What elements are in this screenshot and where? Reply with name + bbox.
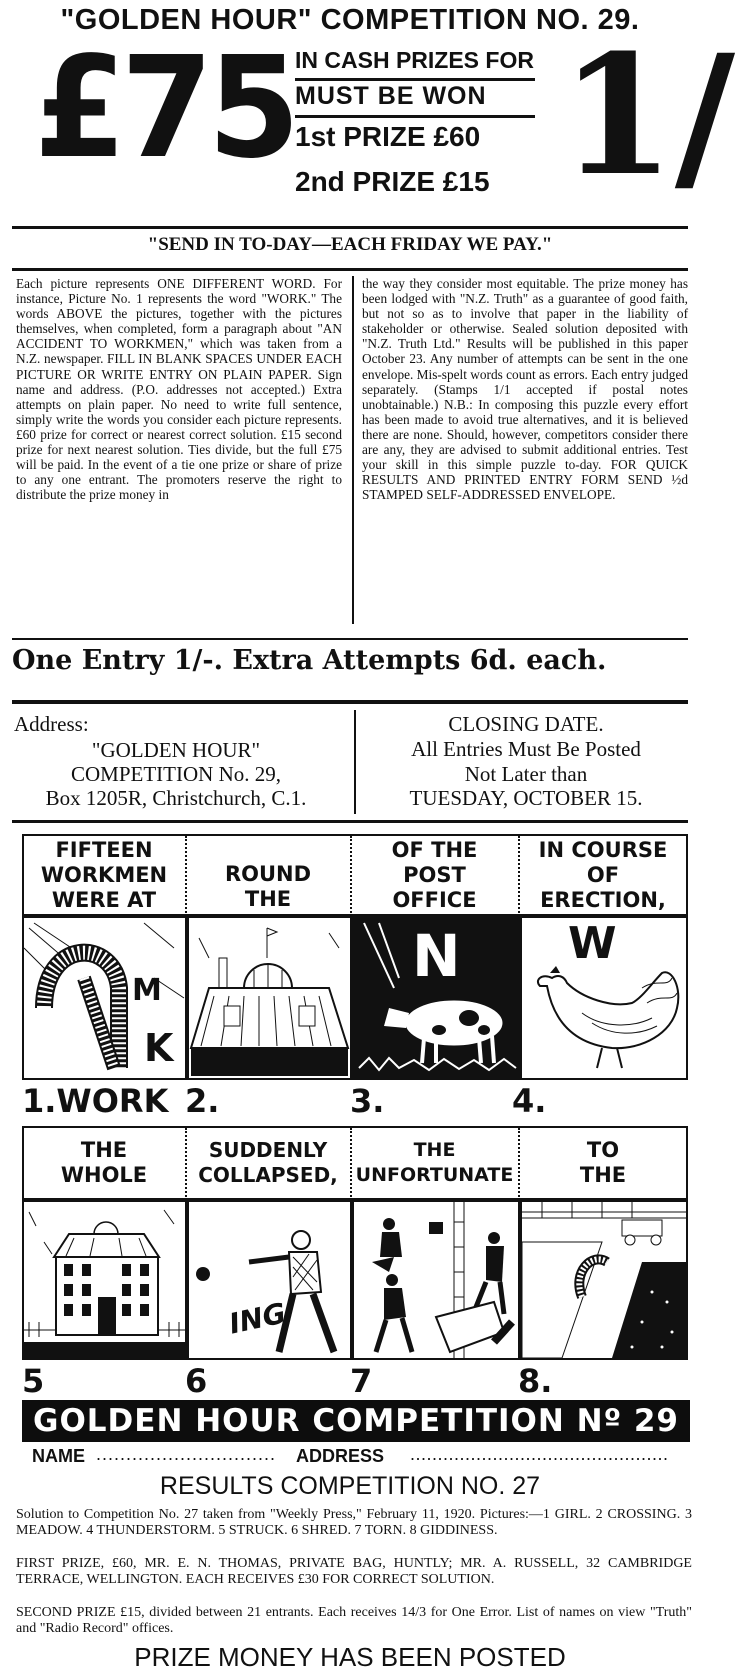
address-field[interactable]: ............................................... — [410, 1444, 669, 1464]
prize-line-2: MUST BE WON — [295, 82, 487, 110]
address-line-3: Box 1205R, Christchurch, C.1. — [45, 786, 307, 810]
clue-word: ERECTION, — [540, 888, 666, 912]
number-3: 3. — [350, 1082, 385, 1120]
results-solution: Solution to Competition No. 27 taken from "Weekly Press," February 11, 1920. Pictures:—1 GIRL. 2 CROSSING. 3 MEADOW. 4 THUNDERSTORM. 5 STRUCK. 6 SHRED. 7 TORN. 8 GIDDINESS. — [16, 1507, 692, 1538]
clue-words-6 — [187, 1138, 349, 1188]
number-2: 2. — [185, 1082, 220, 1120]
entry-fee-line: One Entry 1/-. Extra Attempts 6d. each. — [12, 645, 607, 676]
picture-letter-m: M — [132, 973, 162, 1008]
clue-word: THE — [80, 1138, 128, 1162]
prize-amount: £75 — [34, 27, 295, 190]
clue-words-5 — [24, 1138, 184, 1188]
clue-word: UNFORTUNATE — [355, 1164, 514, 1186]
clue-word: IN COURSE — [538, 838, 668, 862]
picture-5 — [22, 1200, 187, 1360]
clue-word: OF THE — [391, 838, 478, 862]
picture-letters-ing: ING — [226, 1296, 289, 1341]
clue-word: THE — [244, 887, 292, 911]
send-line: "SEND IN TO-DAY—EACH FRIDAY WE PAY." — [147, 234, 553, 255]
picture-letter-w: W — [568, 918, 617, 969]
bowler-illustration — [189, 1202, 350, 1358]
prize-line-1: IN CASH PRIZES FOR — [295, 47, 534, 73]
entry-rule-top — [12, 638, 688, 640]
rules-text-left: Each picture represents ONE DIFFERENT WORD. For instance, Picture No. 1 represents the word "WORK." The words ABOVE the pictures, together with the pictures themselves, when completed, form a paragraph about "AN ACCIDENT TO WORKMEN," which was taken from a N.Z. newspaper. FILL IN BLANK SPACES UNDER EACH PICTURE OR WRITE ENTRY ON PLAIN PAPER. Sign name and address. (P.O. addresses not accepted.) Extra attempts on plain paper. No need to write full sentence, simply write the words you consider each picture represents. £60 prize for correct or nearest correct solution. £15 second prize for next nearest solution. Ties divide, but the full £75 will be paid. In the event of a tie one prize or share of prize to any one entrant. The promoters reserve the right to distribute the prize money in — [16, 276, 342, 503]
falling-workmen-illustration — [354, 1202, 518, 1358]
number-6: 6 — [185, 1362, 208, 1400]
address-line-2: COMPETITION No. 29, — [71, 762, 281, 786]
clue-word: OF — [586, 863, 620, 887]
name-label: NAME — [32, 1446, 85, 1466]
competition-title: "GOLDEN HOUR" COMPETITION NO. 29. — [60, 4, 640, 36]
send-rule — [12, 268, 688, 271]
clue-word: FIFTEEN — [55, 838, 153, 862]
picture-letter-k: K — [144, 1026, 174, 1070]
name-field[interactable]: .............................. — [96, 1444, 277, 1464]
clue-word: COLLAPSED, — [198, 1163, 338, 1187]
picture-4 — [520, 916, 688, 1080]
clue-words-7 — [352, 1138, 517, 1188]
prize-divider — [295, 115, 535, 118]
clue-word: THE — [579, 1163, 627, 1187]
picture-3 — [352, 916, 520, 1080]
results-second-prize: SECOND PRIZE £15, divided between 21 entrants. Each receives 14/3 for One Error. List of names on view "Truth" and "Radio Record" offices. — [16, 1605, 692, 1636]
clue-word: TO — [586, 1138, 620, 1162]
number-8: 8. — [518, 1362, 553, 1400]
number-4: 4. — [512, 1082, 547, 1120]
address-label-form: ADDRESS — [296, 1446, 385, 1466]
puzzle-rule — [12, 820, 688, 823]
clue-word: THE — [413, 1139, 456, 1161]
address-line-1: "GOLDEN HOUR" — [91, 738, 261, 762]
picture-2 — [187, 916, 352, 1080]
picture-7 — [352, 1200, 520, 1360]
first-prize: 1st PRIZE £60 — [295, 121, 481, 152]
entry-rule-bottom — [12, 700, 688, 704]
post-office-illustration — [189, 918, 350, 1078]
results-heading: RESULTS COMPETITION NO. 27 — [159, 1472, 541, 1500]
picture-8 — [520, 1200, 688, 1360]
clue-word: SUDDENLY — [208, 1138, 328, 1162]
clue-words-3 — [352, 838, 517, 913]
number-5: 5 — [22, 1362, 45, 1400]
example-answer: WORK — [56, 1082, 169, 1120]
closing-line-1: CLOSING DATE. — [448, 712, 604, 736]
clue-word: WORKMEN — [40, 863, 168, 887]
second-prize: 2nd PRIZE £15 — [295, 166, 490, 197]
clue-word: POST — [403, 863, 466, 887]
closing-line-2: All Entries Must Be Posted — [411, 737, 641, 761]
clue-word: WHOLE — [60, 1163, 148, 1187]
number-label: 1. — [22, 1082, 57, 1120]
number-7: 7 — [350, 1362, 373, 1400]
street-illustration — [522, 1202, 686, 1358]
prize-divider — [295, 78, 535, 81]
header-rule — [12, 226, 688, 229]
clue-word: WERE AT — [51, 888, 157, 912]
entry-fee-text: 1/ — [560, 18, 735, 212]
address-label: Address: — [14, 712, 89, 736]
prize-posted-footer: PRIZE MONEY HAS BEEN POSTED — [134, 1642, 566, 1672]
clue-words-4 — [520, 838, 686, 913]
results-first-prize: FIRST PRIZE, £60, MR. E. N. THOMAS, PRIVATE BAG, HUNTLY; MR. A. RUSSELL, 32 CAMBRIDGE TERRACE, WELLINGTON. EACH RECEIVES £30 FOR CORRECT SOLUTION. — [16, 1556, 692, 1587]
picture-letter-n: N — [412, 922, 461, 990]
closing-line-3: Not Later than — [464, 762, 588, 786]
clue-word: OFFICE — [392, 888, 477, 912]
building-illustration — [24, 1202, 185, 1358]
entry-fee-big — [560, 18, 735, 212]
column-divider — [352, 276, 354, 624]
rules-text-right: the way they consider most equitable. The prize money has been lodged with "N.Z. Truth" as a guarantee of good faith, but not so as to involve that paper in the liability of stakeholder or otherwise. Sealed solution deposited with "N.Z. Truth Ltd." Results will be published in this paper October 23. Any number of attempts can be sent in the one envelope. Mis-spelt words count as errors. Each entry judged separately. (Stamps 1/1 accepted if postal notes unobtainable.) N.B.: In composing this puzzle every effort has been made to avoid true alternatives, and it is believed there are none. Should, however, competitors consider there are any, they are advised to submit additional entries. Test your skill in this simple puzzle to-day. FOR QUICK RESULTS AND PRINTED ENTRY FORM SEND ½d STAMPED SELF-ADDRESSED ENVELOPE. — [362, 276, 688, 503]
closing-line-4: TUESDAY, OCTOBER 15. — [409, 786, 643, 810]
picture-6 — [187, 1200, 352, 1360]
clue-words-1 — [24, 838, 184, 913]
picture-1 — [22, 916, 187, 1080]
competition-banner: GOLDEN HOUR COMPETITION Nº 29 — [22, 1400, 690, 1442]
clue-words-8 — [520, 1138, 686, 1188]
clue-words-2 — [187, 862, 349, 912]
number-1 — [22, 1082, 168, 1120]
clue-word: ROUND — [224, 862, 312, 886]
